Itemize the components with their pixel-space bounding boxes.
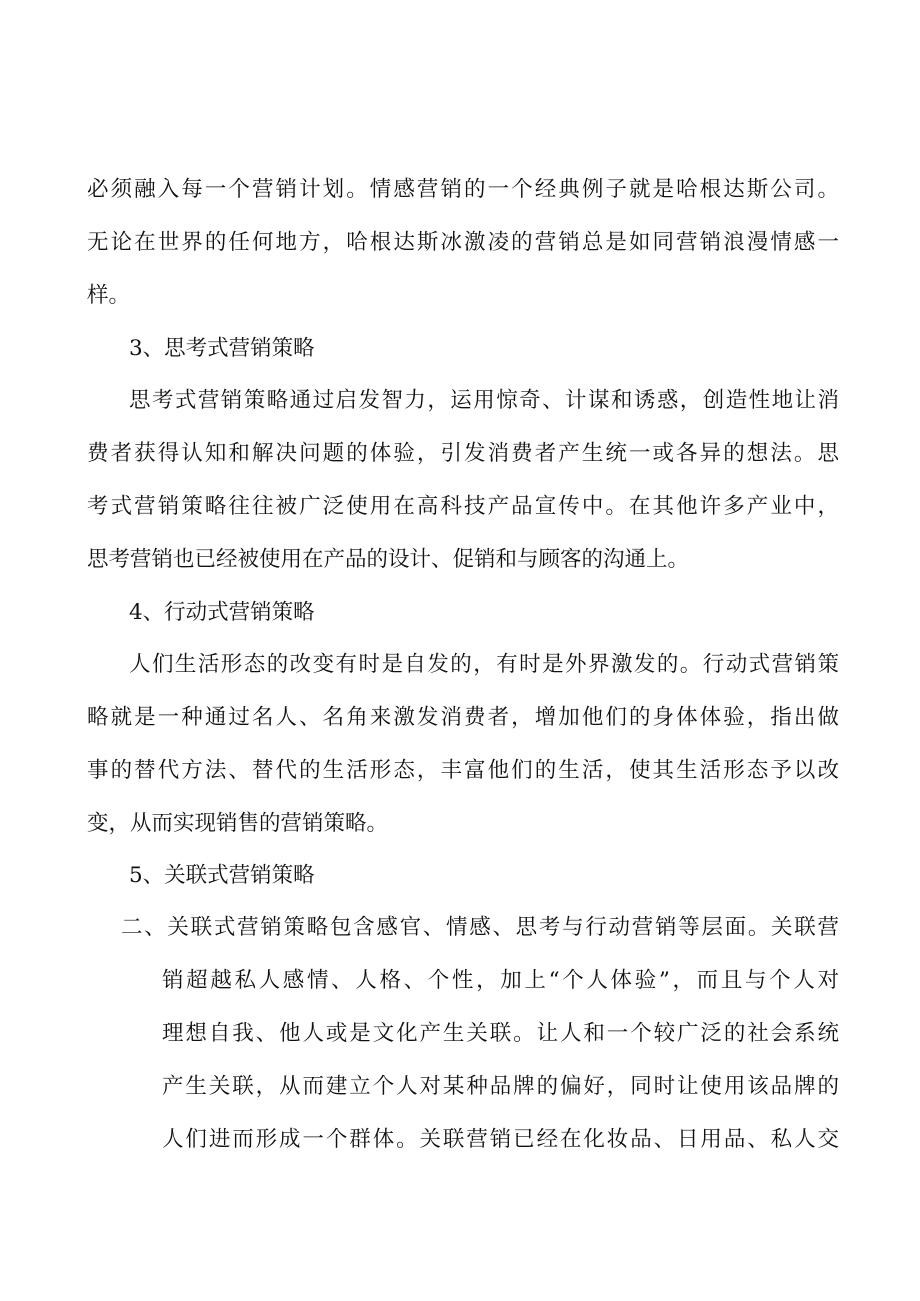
paragraph-1-line-1: 必须融入每一个营销计划。情感营销的一个经典例子就是哈根达斯公司。 xyxy=(87,177,839,202)
paragraph-2-line-1: 思考式营销策略通过启发智力，运用惊奇、计谋和诱惑，创造性地让消 xyxy=(129,388,839,413)
section-heading-4: 4、行动式营销策略 xyxy=(129,600,315,625)
section-heading-3: 3、思考式营销策略 xyxy=(129,336,315,361)
paragraph-2-line-3: 考式营销策略往往被广泛使用在高科技产品宣传中。在其他许多产业中， xyxy=(87,494,839,519)
paragraph-3-line-1: 人们生活形态的改变有时是自发的，有时是外界激发的。行动式营销策 xyxy=(129,652,839,677)
list-item-line-2: 销超越私人感情、人格、个性，加上“个人体验”，而且与个人对 xyxy=(162,968,839,993)
paragraph-1-line-2: 无论在世界的任何地方，哈根达斯冰激凌的营销总是如同营销浪漫情感一 xyxy=(87,230,839,255)
list-item-line-3: 理想自我、他人或是文化产生关联。让人和一个较广泛的社会系统 xyxy=(162,1021,839,1046)
paragraph-2-line-4: 思考营销也已经被使用在产品的设计、促销和与顾客的沟通上。 xyxy=(87,547,690,572)
section-heading-5: 5、关联式营销策略 xyxy=(129,863,315,888)
paragraph-1-line-3: 样。 xyxy=(87,283,131,308)
list-item-line-5: 人们进而形成一个群体。关联营销已经在化妆品、日用品、私人交 xyxy=(162,1127,839,1152)
paragraph-3-line-3: 事的替代方法、替代的生活形态，丰富他们的生活，使其生活形态予以改 xyxy=(87,758,839,783)
paragraph-2-line-2: 费者获得认知和解决问题的体验，引发消费者产生统一或各异的想法。思 xyxy=(87,441,839,466)
paragraph-3-line-2: 略就是一种通过名人、名角来激发消费者，增加他们的身体体验，指出做 xyxy=(87,705,839,730)
paragraph-3-line-4: 变，从而实现销售的营销策略。 xyxy=(87,811,389,836)
list-item-line-1: 二、关联式营销策略包含感官、情感、思考与行动营销等层面。关联营 xyxy=(121,915,839,940)
list-item-line-4: 产生关联，从而建立个人对某种品牌的偏好，同时让使用该品牌的 xyxy=(162,1074,839,1099)
